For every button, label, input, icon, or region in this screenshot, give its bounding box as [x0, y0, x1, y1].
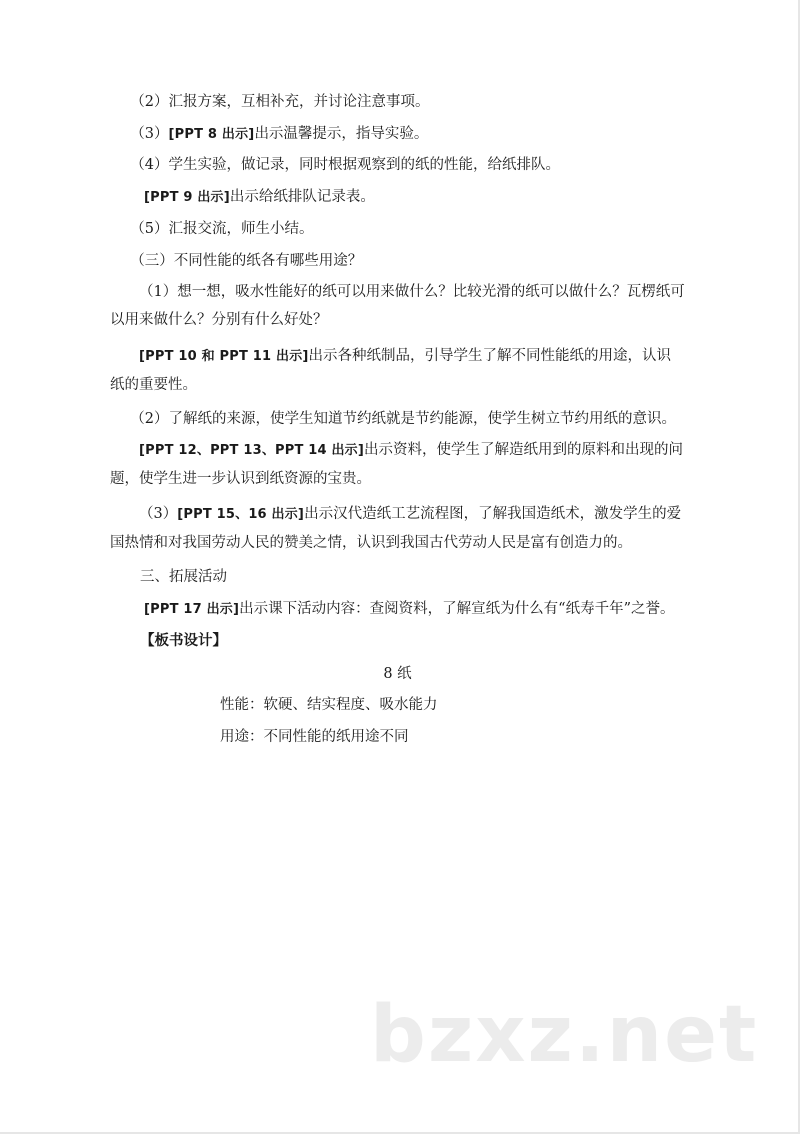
paragraph-ppt17 — [144, 599, 719, 620]
paragraph-text: （三）不同性能的纸各有哪些用途？ — [130, 253, 363, 269]
paragraph-text: （1）想一想，吸水性能好的纸可以用来做什么？比较光滑的纸可以做什么？瓦楞纸可以用来做什么？分别有什么好处？ — [110, 284, 685, 328]
paragraph-step-4 — [110, 155, 685, 175]
paragraph-text: 出示课下活动内容：查阅资料，了解宣纸为什么有“纸寿千年”之誉。 — [239, 601, 675, 617]
paragraph-source — [110, 409, 685, 429]
board-row-text: 性能：软硬、结实程度、吸水能力 — [220, 697, 438, 713]
watermark-logo: bzxz.net — [370, 990, 759, 1080]
ppt-tag: [PPT 10 和 PPT 11 出示] — [139, 349, 309, 364]
step-label: （3） — [139, 506, 178, 522]
board-title-text: 8 纸 — [383, 666, 412, 682]
ppt-tag: [PPT 15、16 出示] — [177, 507, 305, 522]
paragraph-text: 出示各种纸制品，引导学生了解不同性能纸的用途，认识纸的重要性。 — [110, 348, 672, 393]
ppt-tag: [PPT 8 出示] — [168, 127, 255, 142]
paragraph-text: 三、拓展活动 — [140, 569, 227, 585]
paragraph-step-2 — [110, 92, 685, 112]
board-title — [110, 664, 685, 684]
paragraph-text: 出示给纸排队记录表。 — [229, 189, 375, 205]
step-label: （3） — [130, 126, 169, 142]
paragraph-text: 出示汉代造纸工艺流程图，了解我国造纸术，激发学生的爱国热情和对我国劳动人民的赞美之情，认识到我国古代劳动人民是富有创造力的。 — [110, 506, 682, 551]
paragraph-ppt10-11 — [110, 342, 685, 399]
ppt-tag: [PPT 12、PPT 13、PPT 14 出示] — [139, 443, 365, 458]
paragraph-text: （2）了解纸的来源，使学生知道节约纸就是节约能源，使学生树立节约用纸的意识。 — [130, 411, 677, 427]
ppt-tag: [PPT 9 出示] — [144, 190, 230, 205]
section-heading-3 — [110, 251, 685, 271]
paragraph-ppt15-16 — [110, 500, 685, 557]
paragraph-step-3 — [110, 124, 685, 145]
paragraph-text: （2）汇报方案，互相补充，并讨论注意事项。 — [130, 94, 430, 110]
paragraph-text: （5）汇报交流，师生小结。 — [130, 221, 314, 237]
section-heading-extend — [140, 567, 715, 587]
board-row-usage — [220, 727, 409, 747]
board-design-heading — [140, 631, 715, 651]
board-row-performance — [220, 695, 438, 715]
paragraph-text: 出示资料，使学生了解造纸用到的原料和出现的问题，使学生进一步认识到纸资源的宝贵。 — [110, 442, 684, 487]
paragraph-text: 【板书设计】 — [140, 632, 227, 649]
paragraph-think — [110, 278, 685, 334]
ppt-tag: [PPT 17 出示] — [144, 602, 240, 617]
board-row-text: 用途：不同性能的纸用途不同 — [220, 729, 409, 745]
paragraph-ppt12-14 — [110, 436, 685, 493]
paragraph-step-5 — [110, 219, 685, 239]
paragraph-ppt9 — [144, 187, 719, 208]
paragraph-text: （4）学生实验，做记录，同时根据观察到的纸的性能，给纸排队。 — [130, 157, 561, 173]
paragraph-text: 出示温馨提示，指导实验。 — [254, 126, 429, 142]
